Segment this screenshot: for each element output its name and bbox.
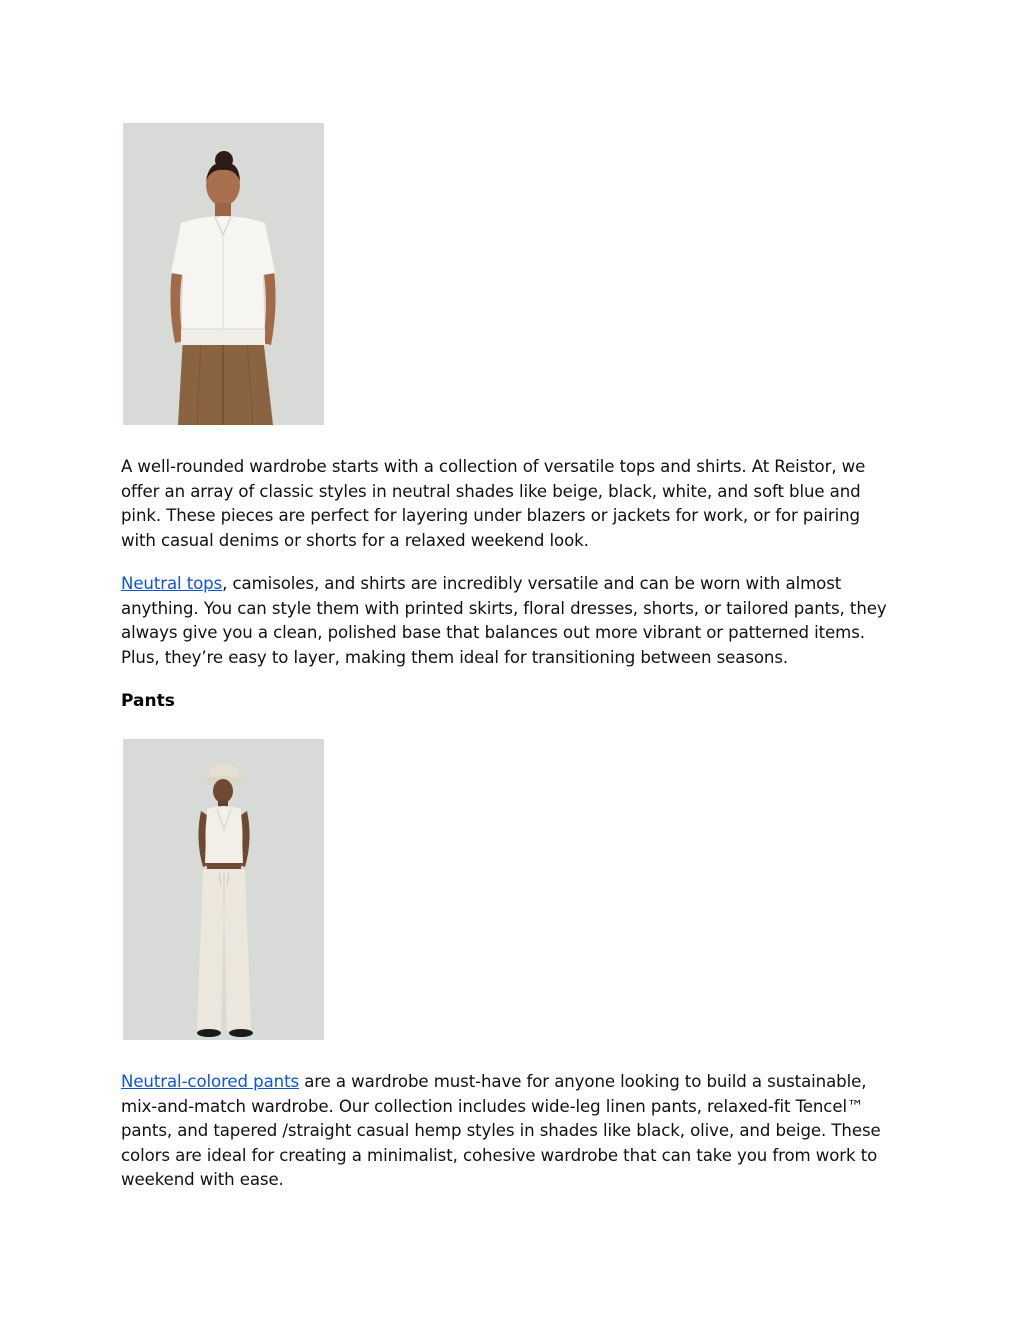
neutral-tops-paragraph-text: , camisoles, and shirts are incredibly versatile and can be worn with almost anything. You can style them with printed skirts, floral dresses, shorts, or tailored pants, they always give you a clean, polished base that balances out more vibrant or patterned items. Plus, they’re easy to layer, making them ideal for transitioning between seasons. bbox=[121, 574, 887, 667]
intro-paragraph bbox=[121, 455, 896, 553]
neutral-tops-paragraph bbox=[121, 572, 896, 670]
neutral-colored-pants-link[interactable]: Neutral-colored pants bbox=[121, 1072, 300, 1091]
neutral-pants-paragraph-text: are a wardrobe must-have for anyone looking to build a sustainable, mix-and-match wardrobe. Our collection includes wide-leg linen pants, relaxed-fit Tencel™ pants, and tapered /straight casual hemp styles in shades like black, olive, and beige. These colors are ideal for creating a minimalist, cohesive wardrobe that can take you from work to weekend with ease. bbox=[121, 1072, 881, 1190]
intro-paragraph-text: A well-rounded wardrobe starts with a collection of versatile tops and shirts. At Reistor, we offer an array of classic styles in neutral shades like beige, black, white, and soft blue and pink. These pieces are perfect for layering under blazers or jackets for work, or for pairing with casual denims or shorts for a relaxed weekend look. bbox=[121, 457, 866, 550]
model-linen-pants-illustration bbox=[123, 739, 324, 1040]
model-white-crop-top-illustration bbox=[123, 123, 324, 425]
product-photo-pants bbox=[123, 739, 324, 1040]
neutral-tops-link[interactable]: Neutral tops bbox=[121, 574, 223, 593]
pants-heading: Pants bbox=[121, 691, 175, 711]
neutral-pants-paragraph bbox=[121, 1070, 896, 1193]
product-photo-tops bbox=[123, 123, 324, 425]
